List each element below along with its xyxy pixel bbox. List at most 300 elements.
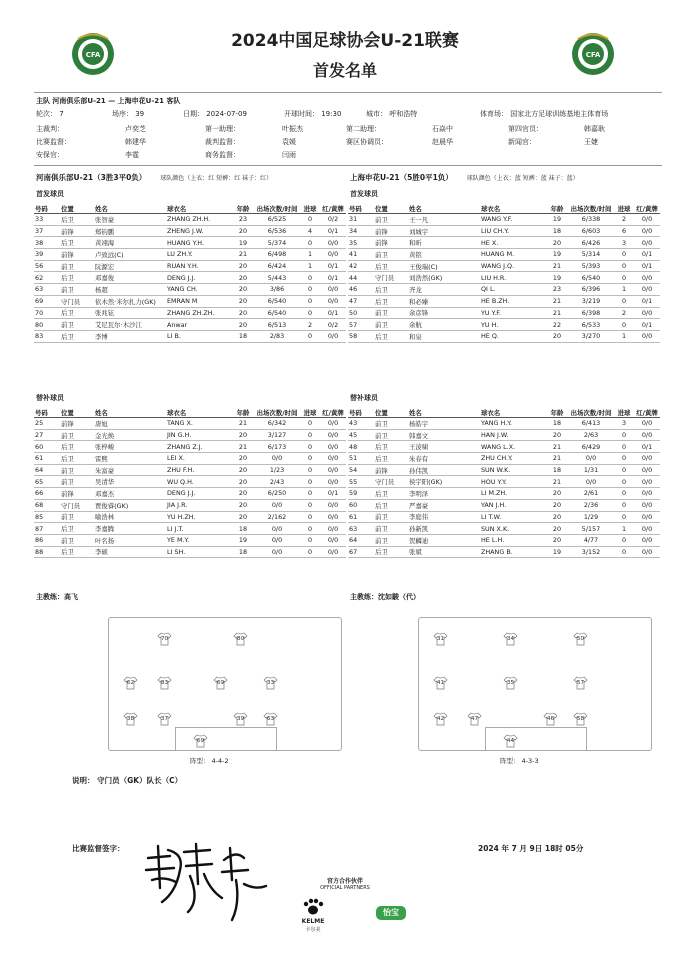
table-cell: 80 (34, 319, 60, 331)
table-cell: 孙伟凯 (408, 464, 480, 476)
column-header: 出场次数/时间 (568, 407, 614, 418)
player-shirt-icon (503, 734, 518, 748)
table-row (34, 284, 346, 296)
table-cell: 叶名扬 (94, 534, 166, 546)
table-cell: EMRAN M (166, 295, 232, 307)
table-cell: 0/0 (320, 534, 346, 546)
table-cell: 后卫 (374, 453, 408, 465)
table-row (34, 319, 346, 331)
table-row (348, 214, 660, 226)
table-header-row (348, 203, 660, 214)
fourth-official: 韩嘉耿 (584, 125, 605, 133)
table-cell: 0/0 (320, 511, 346, 523)
table-cell: 6/413 (568, 418, 614, 430)
table-cell: 后卫 (60, 272, 94, 284)
table-cell: ZHANG Z.J. (166, 441, 232, 453)
table-row (34, 272, 346, 284)
table-cell: 前卫 (374, 249, 408, 261)
column-header: 姓名 (94, 407, 166, 418)
table-cell: 20 (546, 523, 568, 535)
table-cell: 3/86 (254, 284, 300, 296)
table-cell: 余彦锋 (408, 307, 480, 319)
table-cell: 前卫 (60, 260, 94, 272)
table-row (348, 476, 660, 488)
table-cell: 51 (348, 453, 374, 465)
table-cell: 6/540 (254, 295, 300, 307)
table-cell: 6/426 (568, 237, 614, 249)
table-cell: 6/498 (254, 249, 300, 261)
kelme-paw-icon (302, 898, 324, 916)
away-formation: 阵型： 4-3-3 (500, 757, 539, 765)
table-cell: 0/0 (320, 453, 346, 465)
table-cell: 21 (232, 249, 254, 261)
table-cell: 3 (614, 237, 634, 249)
home-team-name: 河南俱乐部U-21（3胜3平0负） (36, 173, 147, 182)
table-cell: 前锋 (60, 418, 94, 430)
shirt-number: 35 (507, 680, 514, 686)
table-cell: 5/443 (254, 272, 300, 284)
table-cell: 0/0 (634, 307, 660, 319)
table-cell: 后卫 (374, 330, 408, 342)
table-cell: 0/1 (320, 488, 346, 500)
table-row (34, 523, 346, 535)
table-cell: 后卫 (60, 237, 94, 249)
table-cell: RUAN Y.H. (166, 260, 232, 272)
press-officer: 王婕 (584, 138, 598, 146)
table-cell: 21 (546, 295, 568, 307)
table-cell: 余航 (408, 319, 480, 331)
table-cell: 68 (34, 499, 60, 511)
table-cell: 0/0 (634, 534, 660, 546)
table-cell: 70 (34, 307, 60, 319)
match-date: 日期： 2024-07-09 (183, 110, 247, 118)
table-row (348, 260, 660, 272)
table-cell: 前卫 (374, 307, 408, 319)
table-cell: 58 (348, 330, 374, 342)
table-header-row (34, 203, 346, 214)
table-cell: 0/0 (634, 523, 660, 535)
table-cell: 贾俊睿(GK) (94, 499, 166, 511)
table-cell: 0/0 (320, 464, 346, 476)
player-shirt-icon (123, 676, 138, 690)
table-cell: 0 (614, 534, 634, 546)
column-header: 号码 (348, 407, 374, 418)
table-cell: 黄翊海 (94, 237, 166, 249)
table-cell: 6/424 (254, 260, 300, 272)
table-row (348, 418, 660, 430)
match-teams: 主队 河南俱乐部U-21 — 上海申花U-21 客队 (36, 97, 181, 105)
table-cell: 20 (546, 488, 568, 500)
player-shirt-icon (433, 632, 448, 646)
column-header: 位置 (374, 407, 408, 418)
table-cell: 6/540 (568, 272, 614, 284)
match-number: 场序： 39 (112, 110, 145, 118)
commissioner: 韩建华 (125, 138, 146, 146)
home-team-kit: 球队颜色（上衣：红 短裤：红 袜子：红） (160, 175, 273, 182)
table-cell: 0 (614, 272, 634, 284)
table-cell: 0 (614, 511, 634, 523)
city: 城市： 呼和浩特 (366, 110, 418, 118)
table-cell: YU Y.F. (480, 307, 546, 319)
table-cell: 前锋 (60, 225, 94, 237)
table-cell: 6/603 (568, 225, 614, 237)
player-shirt-icon (433, 676, 448, 690)
table-cell: 0/0 (254, 523, 300, 535)
table-cell: 47 (348, 295, 374, 307)
table-cell: 20 (232, 429, 254, 441)
table-cell: 和昕 (408, 237, 480, 249)
penalty-box (175, 727, 277, 750)
table-cell: 前卫 (374, 214, 408, 226)
home-subs-label: 替补球员 (36, 394, 64, 402)
table-cell: 86 (34, 534, 60, 546)
column-header: 号码 (34, 407, 60, 418)
table-cell: 后卫 (374, 499, 408, 511)
table-cell: 前锋 (374, 237, 408, 249)
table-cell: 前卫 (60, 476, 94, 488)
table-cell: 87 (34, 523, 60, 535)
table-cell: 55 (348, 476, 374, 488)
table-cell: HAN J.W. (480, 429, 546, 441)
table-row (34, 464, 346, 476)
table-cell: 前卫 (374, 429, 408, 441)
table-cell: 20 (232, 319, 254, 331)
table-cell: TANG X. (166, 418, 232, 430)
table-cell: 34 (348, 225, 374, 237)
shirt-number: 39 (237, 716, 244, 722)
table-row (348, 284, 660, 296)
table-cell: 后卫 (60, 214, 94, 226)
table-cell: 21 (232, 441, 254, 453)
player-shirt-icon (503, 676, 518, 690)
table-cell: 20 (232, 488, 254, 500)
table-cell: 0 (614, 464, 634, 476)
table-cell: 6/398 (568, 307, 614, 319)
table-cell: 前卫 (60, 284, 94, 296)
table-row (34, 453, 346, 465)
table-cell: 37 (34, 225, 60, 237)
table-cell: 守门员 (374, 272, 408, 284)
table-cell: 1 (614, 284, 634, 296)
shirt-number: 44 (507, 738, 514, 744)
table-cell: 50 (348, 307, 374, 319)
table-row (348, 249, 660, 261)
shirt-number: 80 (237, 636, 244, 642)
table-cell: QI L. (480, 284, 546, 296)
table-cell: YAN J.H. (480, 499, 546, 511)
player-shirt-icon (233, 712, 248, 726)
table-cell: 21 (546, 441, 568, 453)
table-cell: 67 (348, 546, 374, 558)
table-cell: 33 (34, 214, 60, 226)
table-cell: 0/0 (320, 429, 346, 441)
player-shirt-icon (157, 632, 172, 646)
table-cell: 5/393 (568, 260, 614, 272)
table-cell: 喻浩林 (94, 511, 166, 523)
table-cell: 0 (614, 499, 634, 511)
home-formation-pitch (108, 617, 342, 751)
table-cell: 吴清华 (94, 476, 166, 488)
table-header-row (34, 407, 346, 418)
table-cell: HUANG M. (480, 249, 546, 261)
table-cell: HE X. (480, 237, 546, 249)
player-shirt-icon (503, 632, 518, 646)
table-cell: 杨超 (94, 284, 166, 296)
table-row (34, 511, 346, 523)
table-cell: 前卫 (374, 319, 408, 331)
table-cell: 刘浩然(GK) (408, 272, 480, 284)
table-cell: 邓嘉俊 (94, 272, 166, 284)
table-row (34, 429, 346, 441)
column-header: 号码 (34, 203, 60, 214)
table-cell: 19 (546, 249, 568, 261)
player-shirt-icon (573, 676, 588, 690)
column-header: 位置 (374, 203, 408, 214)
table-cell: 后卫 (374, 488, 408, 500)
table-cell: 贺麟迪 (408, 534, 480, 546)
column-header: 年龄 (232, 203, 254, 214)
table-cell: 20 (546, 511, 568, 523)
table-cell: 0/0 (320, 330, 346, 342)
referee-supervisor-label: 裁判监督： (205, 138, 240, 146)
table-cell: 0/1 (634, 319, 660, 331)
away-team-name: 上海申花U-21（5胜0平1负） (350, 173, 453, 182)
table-cell: YE M.Y. (166, 534, 232, 546)
table-cell: 18 (546, 225, 568, 237)
table-cell: 6/250 (254, 488, 300, 500)
away-team-title (350, 172, 579, 183)
table-cell: 前锋 (374, 225, 408, 237)
table-cell: 21 (546, 453, 568, 465)
table-cell: 0/0 (634, 511, 660, 523)
table-cell: 19 (546, 214, 568, 226)
table-cell: 0/0 (320, 237, 346, 249)
away-coach-name: 沈如駿（代） (378, 593, 420, 601)
table-cell: 王淩啸 (408, 441, 480, 453)
table-cell: YU H. (480, 319, 546, 331)
table-cell: 0 (300, 488, 320, 500)
table-cell: 0/2 (320, 319, 346, 331)
table-cell: 0/0 (254, 499, 300, 511)
table-row (34, 214, 346, 226)
coordinator-label: 赛区协调员： (346, 138, 388, 146)
table-row (348, 453, 660, 465)
legend-note: 说明： 守门员（GK）队长（C） (72, 776, 183, 785)
table-cell: 20 (232, 476, 254, 488)
table-cell: 0 (300, 214, 320, 226)
security-officer-label: 安保官： (36, 151, 64, 159)
table-cell: 6/338 (568, 214, 614, 226)
column-header: 号码 (348, 203, 374, 214)
table-row (348, 499, 660, 511)
table-cell: 守门员 (60, 295, 94, 307)
shirt-number: 34 (507, 636, 514, 642)
table-cell: 艾尼瓦尔·木沙江 (94, 319, 166, 331)
table-cell: 35 (348, 237, 374, 249)
player-shirt-icon (467, 712, 482, 726)
table-cell: 20 (232, 307, 254, 319)
table-cell: HE L.H. (480, 534, 546, 546)
away-starters-table (348, 203, 660, 343)
table-cell: 朱富豪 (94, 464, 166, 476)
table-cell: 65 (34, 476, 60, 488)
table-row (348, 330, 660, 342)
sponsor-cestbon: 怡宝 (376, 906, 406, 920)
player-shirt-icon (573, 712, 588, 726)
table-cell: 0 (300, 284, 320, 296)
coordinator: 赵晨华 (432, 138, 453, 146)
table-cell: 张兆铉 (94, 307, 166, 319)
table-cell: 依木然·米尔扎力(GK) (94, 295, 166, 307)
table-cell: 阮源宏 (94, 260, 166, 272)
table-cell: 20 (232, 272, 254, 284)
table-cell: 18 (546, 464, 568, 476)
table-cell: LEI X. (166, 453, 232, 465)
table-row (348, 307, 660, 319)
table-cell: 18 (232, 546, 254, 558)
table-row (34, 476, 346, 488)
column-header: 红/黄牌 (634, 407, 660, 418)
table-cell: 1/31 (568, 464, 614, 476)
table-cell: 1 (300, 260, 320, 272)
table-cell: 0 (614, 546, 634, 558)
document-subtitle: 首发名单 (312, 61, 377, 80)
table-cell: 0/0 (634, 284, 660, 296)
table-cell: 0/0 (634, 429, 660, 441)
table-row (348, 237, 660, 249)
table-cell: SUN X.K. (480, 523, 546, 535)
table-cell: 0 (300, 272, 320, 284)
column-header: 年龄 (546, 203, 568, 214)
table-cell: 6/536 (254, 225, 300, 237)
table-cell: 0 (300, 237, 320, 249)
table-cell: 0/0 (634, 453, 660, 465)
table-cell: 4 (300, 225, 320, 237)
table-cell: 0/1 (320, 272, 346, 284)
table-cell: HOU Y.Y. (480, 476, 546, 488)
player-shirt-icon (213, 676, 228, 690)
column-header: 红/黄牌 (320, 203, 346, 214)
table-cell: 后卫 (60, 523, 94, 535)
table-cell: 62 (34, 272, 60, 284)
table-cell: 0/1 (634, 441, 660, 453)
table-cell: 0/2 (320, 214, 346, 226)
table-cell: 45 (348, 429, 374, 441)
table-cell: 0/0 (634, 546, 660, 558)
table-cell: 0 (614, 249, 634, 261)
column-header: 进球 (300, 407, 320, 418)
table-cell: 88 (34, 546, 60, 558)
table-row (348, 511, 660, 523)
table-cell: 严嘉豪 (408, 499, 480, 511)
table-cell: 2/63 (568, 429, 614, 441)
table-cell: 后卫 (60, 546, 94, 558)
table-cell: ZHANG ZH.ZH. (166, 307, 232, 319)
referee-supervisor: 袁媛 (282, 138, 296, 146)
table-cell: 18 (232, 330, 254, 342)
table-cell: 63 (348, 523, 374, 535)
table-cell: 后卫 (374, 284, 408, 296)
table-cell: 0/0 (254, 453, 300, 465)
table-cell: 雷熙 (94, 453, 166, 465)
table-cell: 守门员 (374, 476, 408, 488)
table-cell: 64 (348, 534, 374, 546)
shirt-number: 83 (161, 680, 168, 686)
column-header: 球衣名 (480, 407, 546, 418)
table-cell: 2/36 (568, 499, 614, 511)
table-cell: 20 (546, 330, 568, 342)
table-cell: 0/0 (634, 272, 660, 284)
table-cell: 0/0 (634, 214, 660, 226)
table-cell: 3/270 (568, 330, 614, 342)
table-cell: 23 (232, 214, 254, 226)
table-cell: 李嘉腾 (94, 523, 166, 535)
table-cell: 后卫 (374, 441, 408, 453)
column-header: 红/黄牌 (320, 407, 346, 418)
player-shirt-icon (573, 632, 588, 646)
column-header: 进球 (614, 407, 634, 418)
column-header: 出场次数/时间 (254, 407, 300, 418)
table-cell: 3/127 (254, 429, 300, 441)
table-cell: LIU H.R. (480, 272, 546, 284)
table-cell: 0 (300, 534, 320, 546)
shirt-number: 37 (161, 716, 168, 722)
table-cell: 朱春有 (408, 453, 480, 465)
shirt-number: 42 (437, 716, 444, 722)
shirt-number: 63 (267, 716, 274, 722)
player-shirt-icon (157, 712, 172, 726)
venue: 体育场： 国家北方足球训练基地主体育场 (480, 110, 609, 118)
shirt-number: 33 (267, 680, 274, 686)
table-cell: 20 (232, 511, 254, 523)
table-cell: 2 (614, 307, 634, 319)
table-row (34, 488, 346, 500)
table-cell: 前卫 (374, 534, 408, 546)
table-cell: 卢致远(C) (94, 249, 166, 261)
table-cell: 61 (348, 511, 374, 523)
table-cell: 18 (232, 523, 254, 535)
table-cell: 60 (348, 499, 374, 511)
table-cell: 0 (300, 453, 320, 465)
table-cell: 0/0 (634, 464, 660, 476)
table-cell: 46 (348, 284, 374, 296)
table-cell: 20 (546, 534, 568, 546)
table-row (34, 499, 346, 511)
shirt-number: 50 (577, 636, 584, 642)
table-cell: 22 (546, 319, 568, 331)
home-coach-name: 高飞 (64, 593, 78, 601)
column-header: 年龄 (232, 407, 254, 418)
column-header: 姓名 (408, 407, 480, 418)
away-formation-pitch (418, 617, 652, 751)
table-cell: 金光焕 (94, 429, 166, 441)
table-cell: 20 (232, 284, 254, 296)
table-row (34, 534, 346, 546)
table-cell: 0/1 (634, 295, 660, 307)
table-cell: 王一凡 (408, 214, 480, 226)
table-cell: 20 (546, 237, 568, 249)
column-header: 姓名 (94, 203, 166, 214)
player-shirt-icon (543, 712, 558, 726)
table-cell: YU H.ZH. (166, 511, 232, 523)
handwritten-signature (140, 840, 275, 925)
table-cell: 20 (232, 499, 254, 511)
table-cell: 刘城宇 (408, 225, 480, 237)
table-cell: 0/0 (634, 476, 660, 488)
table-cell: 0 (614, 319, 634, 331)
table-cell: 0/1 (320, 260, 346, 272)
table-cell: 0/0 (634, 499, 660, 511)
